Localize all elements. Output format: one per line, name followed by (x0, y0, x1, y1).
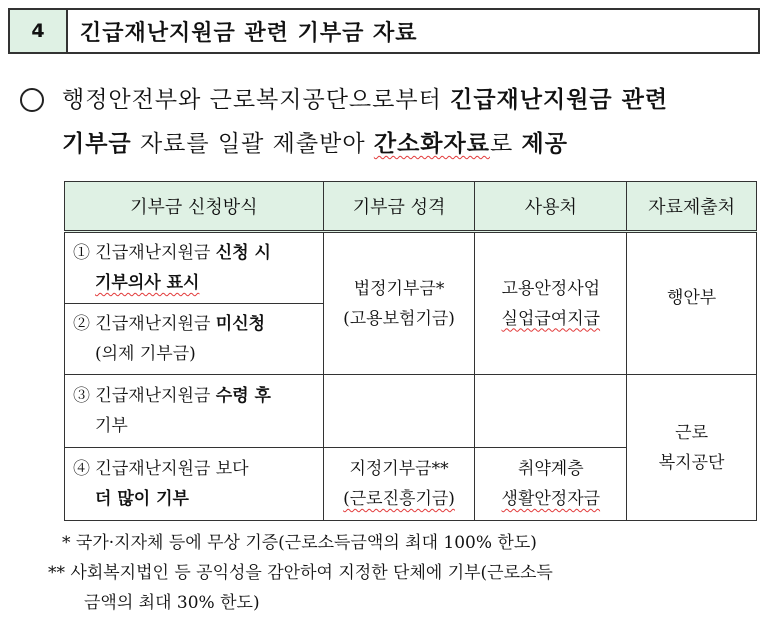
column-header: 기부금 신청방식 (65, 182, 324, 232)
method-bold: 기부의사 표시 (95, 273, 200, 293)
row-number: ① (73, 243, 90, 263)
nature-label: 법정기부금* (353, 278, 445, 299)
bullet-bold-text: 간소화자료 (373, 131, 490, 157)
method-bold: 더 많이 기부 (95, 489, 189, 509)
method-text: (의제 기부금) (95, 344, 196, 364)
column-header: 사용처 (475, 182, 627, 232)
nature-label: 지정기부금** (349, 459, 449, 479)
column-header: 기부금 성격 (323, 182, 475, 232)
nature-cell (323, 448, 475, 521)
method-bold: 미신청 (215, 314, 266, 334)
footnote-2-continued: 금액의 최대 30% 한도) (84, 593, 260, 613)
circle-bullet-icon (20, 88, 44, 112)
method-cell (65, 448, 324, 521)
section-title: 긴급재난지원금 관련 기부금 자료 (80, 20, 418, 46)
nature-cell (323, 375, 475, 448)
submitter-label: 근로 (675, 422, 709, 443)
footnote-1: * 국가·지자체 등에 무상 기증(근로소득금액의 최대 100% 한도) (62, 533, 537, 553)
use-cell (475, 375, 627, 448)
footnotes (48, 528, 764, 618)
section-number: 4 (10, 10, 68, 52)
footnote-2: ** 사회복지법인 등 공익성을 감안하여 지정한 단체에 기부(근로소득 (48, 563, 553, 583)
submitter-cell (627, 375, 757, 521)
bullet-bold-text: 긴급재난지원금 관련 (450, 87, 669, 113)
donation-table (64, 181, 757, 521)
use-label: 생활안정자금 (501, 489, 601, 509)
summary-bullet (20, 78, 760, 166)
use-label: 취약계층 (517, 459, 584, 479)
method-text: 긴급재난지원금 (95, 314, 216, 334)
method-cell (65, 375, 324, 448)
row-number: ④ (73, 459, 90, 479)
method-text: 긴급재난지원금 보다 (95, 459, 249, 479)
table-row (65, 232, 757, 304)
method-cell (65, 232, 324, 304)
bullet-line-2 (20, 122, 760, 166)
method-text: 긴급재난지원금 (95, 243, 216, 263)
method-cell (65, 304, 324, 375)
use-cell (475, 232, 627, 375)
bullet-text: 행정안전부와 근로복지공단으로부터 (62, 87, 451, 113)
use-label: 고용안정사업 (501, 278, 601, 299)
method-text: 기부 (95, 416, 128, 436)
method-text: 긴급재난지원금 (95, 386, 216, 406)
column-header: 자료제출처 (627, 182, 757, 232)
bullet-line-1 (20, 78, 760, 122)
submitter-label: 행안부 (666, 288, 717, 308)
use-cell (475, 448, 627, 521)
table-row (65, 375, 757, 448)
bullet-text: 자료를 일괄 제출받아 (131, 131, 374, 157)
bullet-bold-text: 기부금 (62, 131, 132, 157)
nature-sub: (근로진흥기금) (343, 489, 455, 509)
row-number: ③ (73, 386, 90, 406)
section-header (8, 8, 760, 54)
use-label: 실업급여지급 (501, 308, 601, 329)
submitter-label: 복지공단 (658, 452, 725, 473)
table-header-row (65, 182, 757, 232)
bullet-bold-text: 제공 (521, 131, 568, 157)
nature-sub: (고용보험기금) (343, 308, 455, 329)
row-number: ② (73, 314, 90, 334)
submitter-cell (627, 232, 757, 375)
method-bold: 수령 후 (215, 386, 271, 406)
bullet-text: 로 (489, 131, 522, 157)
method-bold: 신청 시 (215, 243, 271, 263)
nature-cell (323, 232, 475, 375)
